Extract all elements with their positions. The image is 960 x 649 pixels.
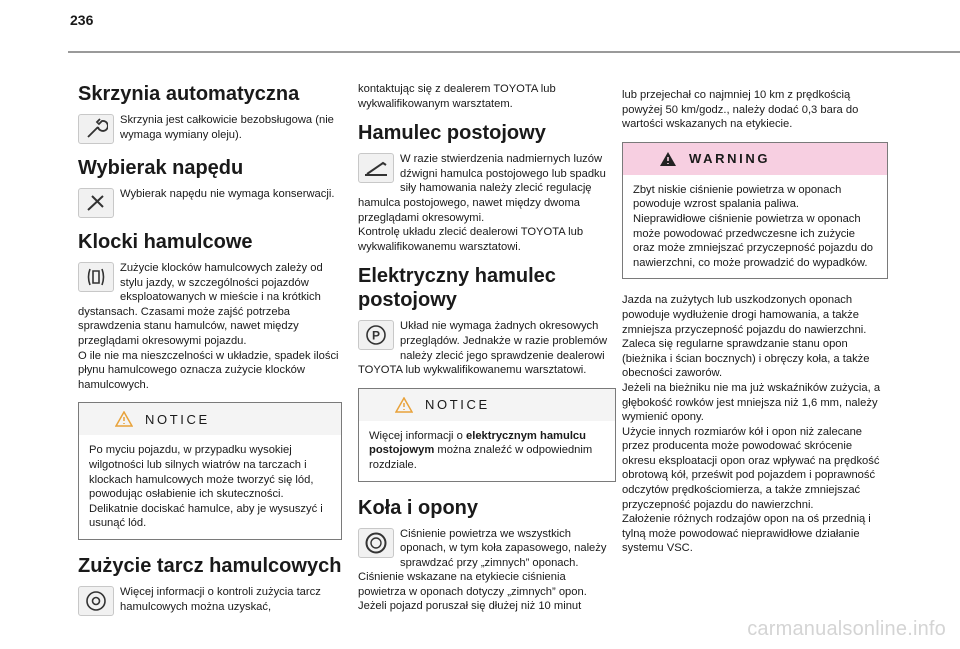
section-brake-discs (78, 554, 342, 618)
section-brake-pads (78, 230, 342, 392)
section-title: Hamulec postojowy (358, 122, 546, 145)
warning-text: Nieprawidłowe ciśnienie powietrza w oponach może powodować przedwczesne ich zużycie oraz może zmniejszać przyczepność pojazdu do nawierzchni, co może prowadzić do wypadków. (633, 212, 874, 269)
section-text: Kontrolę układu zlecić dealerowi TOYOTA lub wykwalifikowanemu warsztatowi. (358, 226, 584, 253)
section-parking-brake (358, 121, 616, 254)
section-text: Ciśnienie wskazane na etykiecie ciśnienia powietrza w oponach dotyczy „zimnych” opon. Jeżeli pojazd poruszał się dłużej niż 10 minut (358, 571, 587, 613)
svg-text:P: P (371, 328, 381, 343)
continued-text (358, 82, 616, 111)
section-text: O ile nie ma nieszczelności w układzie, spadek ilości płynu hamulcowego oznacza zużycie klocków hamulcowych. (78, 349, 339, 391)
notice-text-bold: elektrycznym hamulcu postojowym (369, 429, 586, 457)
section-text: Układ nie wymaga żadnych okresowych przeglądów. Jednakże w razie problemów należy zlecić jego sprawdzenie dealerowi TOYOTA lub wykwalifikowanemu warsztatowi. (358, 320, 608, 377)
section-electric-parking-brake (358, 264, 616, 377)
brake-pads-icon (78, 262, 114, 292)
section-title: Koła i opony (358, 496, 478, 519)
section-title: Wybierak napędu (78, 157, 244, 179)
page-number: 236 (70, 12, 94, 28)
notice-label: NOTICE (425, 397, 490, 413)
notice-header (359, 389, 615, 421)
notice-text-part: Więcej informacji o (369, 429, 466, 442)
body-text: Jeżeli na bieżniku nie ma już wskaźników zużycia, a głębokość rowków jest mniejsza niż 1,6 mm, należy wymienić opony. (622, 381, 881, 424)
column-1 (78, 82, 342, 628)
continued-text-body: kontaktując się z dealerem TOYOTA lub wykwalifikowanym warsztatem. (358, 83, 556, 110)
section-title: Skrzynia automatyczna (78, 83, 300, 105)
tyre-icon (358, 528, 394, 558)
warning-triangle-icon (659, 151, 677, 167)
warning-header (623, 143, 887, 175)
notice-label: NOTICE (145, 411, 210, 427)
section-title: Klocki hamulcowe (78, 231, 253, 253)
warning-text: Zbyt niskie ciśnienie powietrza w oponach powoduje wzrost spalania paliwa. (633, 183, 842, 211)
title-line: postojowy (358, 289, 457, 312)
section-title (358, 264, 616, 312)
section-text: Ciśnienie powietrza we wszystkich oponach, w tym koła zapasowego, należy sprawdzać przy „zimnych” oponach. (400, 527, 607, 569)
column-2 (358, 82, 616, 624)
notice-text-part: można znaleźć w odpowiednim rozdziale. (369, 444, 593, 471)
header-rule (68, 51, 960, 53)
watermark: carmanualsonline.info (747, 618, 946, 640)
body-text: Użycie innych rozmiarów kół i opon niż zalecane przez producenta może powodować skrócenie okresu eksploatacji opon oraz wpływać na prędkość obrotową kół, prześwit pod pojazdem i poprawność odczytów prędkościomierza, a także zmniejszać przyczepność pojazdu do nawierzchni. (622, 425, 880, 511)
warning-body (623, 175, 887, 279)
notice-header (79, 403, 341, 435)
section-drive-selector (78, 156, 342, 220)
parking-brake-lever-icon (358, 153, 394, 183)
body-text: Założenie różnych rodzajów opon na oś przednią i tylną może powodować nieprawidłowe działanie systemu VSC. (622, 513, 871, 555)
notice-text (359, 421, 615, 481)
column-3 (622, 88, 888, 556)
warning-box (622, 142, 888, 280)
section-automatic-gearbox (78, 82, 342, 146)
brake-disc-icon (78, 586, 114, 616)
notice-text: Po myciu pojazdu, w przypadku wysokiej wilgotności lub silnych wiatrów na tarczach i klockach hamulcowych może tworzyć się lód, powodując osłabienie ich skuteczności. Delikatnie dociskać hamulce, aby je wysuszyć i usunąć lód. (89, 444, 323, 530)
check-icon (78, 188, 114, 218)
warning-label: WARNING (689, 151, 771, 167)
section-wheels-tyres (358, 496, 616, 615)
section-text: Skrzynia jest całkowicie bezobsługowa (nie wymaga wymiany oleju). (120, 114, 334, 141)
title-line: Elektryczny hamulec (358, 265, 556, 288)
wrench-icon (78, 114, 114, 144)
section-text: W razie stwierdzenia nadmiernych luzów dźwigni hamulca postojowego lub spadku siły hamowania należy zlecić regulację hamulca postojowego, nawet między dwoma przeglądami okresowymi. (358, 153, 606, 224)
section-title: Zużycie tarcz hamulcowych (78, 554, 342, 577)
parking-p-icon (358, 320, 394, 350)
section-text: Zużycie klocków hamulcowych zależy od stylu jazdy, w szczególności pojazdów eksploatowanych w mieście i na krótkich dystansach. Czasami może zajść potrzeba sprawdzenia stanu hamulców, nawet między przeglądami okresowymi pojazdu. (78, 262, 323, 347)
notice-box (358, 388, 616, 482)
warning-triangle-icon (395, 397, 413, 413)
body-text: Jazda na zużytych lub uszkodzonych oponach powoduje wydłużenie drogi hamowania, a także zmniejsza przyczepność pojazdu do nawierzchni. Zaleca się regularne sprawdzanie stanu opon (bieżnika i ścian bocznych) i obręczy koła, a także obecności zaworów. (622, 294, 870, 380)
notice-box (78, 402, 342, 540)
section-text: Więcej informacji o kontroli zużycia tarcz hamulcowych można uzyskać, (120, 585, 321, 613)
section-text: Wybierak napędu nie wymaga konserwacji. (120, 188, 335, 200)
warning-triangle-icon (115, 411, 133, 427)
continued-text: lub przejechał co najmniej 10 km z prędkością powyżej 50 km/godz., należy dodać 0,3 bara do wartości wskazanych na etykiecie. (622, 89, 859, 131)
